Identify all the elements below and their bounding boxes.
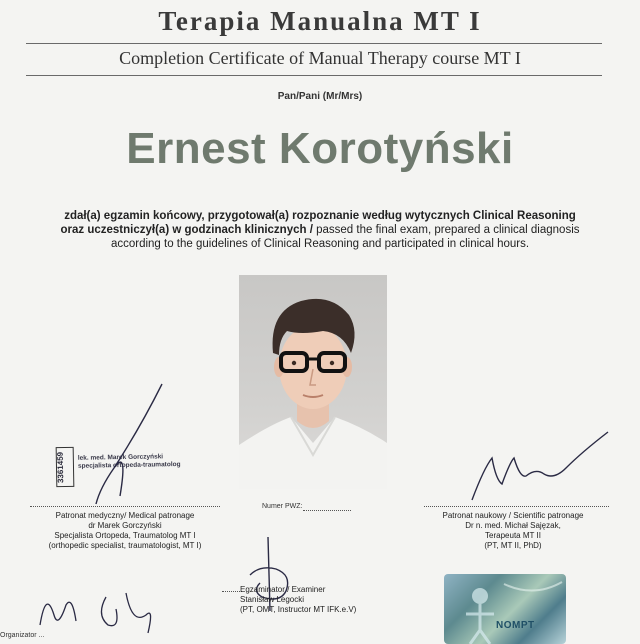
medical-patronage-line-4: (orthopedic specialist, traumatologist, MT I) bbox=[48, 541, 202, 550]
hologram-text: NOMPT bbox=[496, 620, 535, 631]
scientific-signature bbox=[462, 428, 612, 508]
organizer-signature bbox=[36, 585, 166, 640]
statement-line-1: zdał(a) egzamin końcowy, przygotował(a) rozpoznanie według wytycznych Clinical Reasoning bbox=[64, 210, 576, 222]
recipient-name: Ernest Korotyński bbox=[126, 124, 514, 173]
numer-pwz-label: Numer PWZ: bbox=[262, 503, 303, 510]
pwz-dotted-line bbox=[303, 510, 351, 511]
organizer-caption-partial: Organizator ... bbox=[0, 632, 45, 639]
scientific-signature-line bbox=[424, 506, 609, 507]
title-rule-bottom bbox=[26, 75, 602, 76]
medical-signature-line bbox=[30, 506, 220, 507]
examiner-line-3: (PT, OMT, Instructor MT IFK.e.V) bbox=[240, 605, 357, 614]
hologram-figure-icon bbox=[444, 574, 566, 644]
title-rule-top bbox=[26, 43, 602, 44]
medical-patronage-line-1: Patronat medyczny/ Medical patronage bbox=[55, 511, 195, 520]
certificate-title: Terapia Manualna MT I bbox=[158, 6, 482, 36]
scientific-patronage-caption bbox=[418, 511, 608, 551]
stamp-line-1: lek. med. Marek Gorczyński bbox=[77, 453, 164, 462]
stamp-line-2: specjalista ortopeda-traumatolog bbox=[77, 460, 181, 470]
medical-signature bbox=[70, 378, 180, 508]
stamp-number: 3361459 bbox=[56, 447, 75, 487]
medical-patronage-caption bbox=[20, 511, 230, 551]
examiner-line-1: Egzaminator / Examiner bbox=[240, 585, 326, 594]
salutation: Pan/Pani (Mr/Mrs) bbox=[277, 91, 363, 102]
examiner-signature-line bbox=[222, 591, 242, 592]
medical-patronage-line-2: dr Marek Gorczyński bbox=[88, 521, 162, 530]
hologram-sticker bbox=[444, 574, 566, 644]
certificate-subtitle: Completion Certificate of Manual Therapy course MT I bbox=[119, 48, 521, 68]
scientific-patronage-line-2: Dr n. med. Michał Sajęzak, bbox=[465, 521, 561, 530]
certificate-statement bbox=[0, 209, 640, 251]
medical-patronage-line-3: Specjalista Ortopeda, Traumatolog MT I bbox=[54, 531, 196, 540]
examiner-line-2: Stanisław Legocki bbox=[240, 595, 305, 604]
statement-line-2-bold: oraz uczestniczył(a) w godzinach klinicznych / bbox=[60, 224, 313, 236]
examiner-caption bbox=[240, 585, 430, 615]
statement-line-3: according to the guidelines of Clinical Reasoning and participated in clinical hours. bbox=[110, 238, 530, 250]
portrait-illustration bbox=[239, 275, 387, 489]
scientific-patronage-line-1: Patronat naukowy / Scientific patronage bbox=[442, 511, 584, 520]
statement-line-2: passed the final exam, prepared a clinical diagnosis bbox=[312, 224, 580, 236]
scientific-patronage-line-3: Terapeuta MT II bbox=[485, 531, 541, 540]
scientific-patronage-line-4: (PT, MT II, PhD) bbox=[484, 541, 542, 550]
recipient-photo bbox=[239, 275, 387, 489]
